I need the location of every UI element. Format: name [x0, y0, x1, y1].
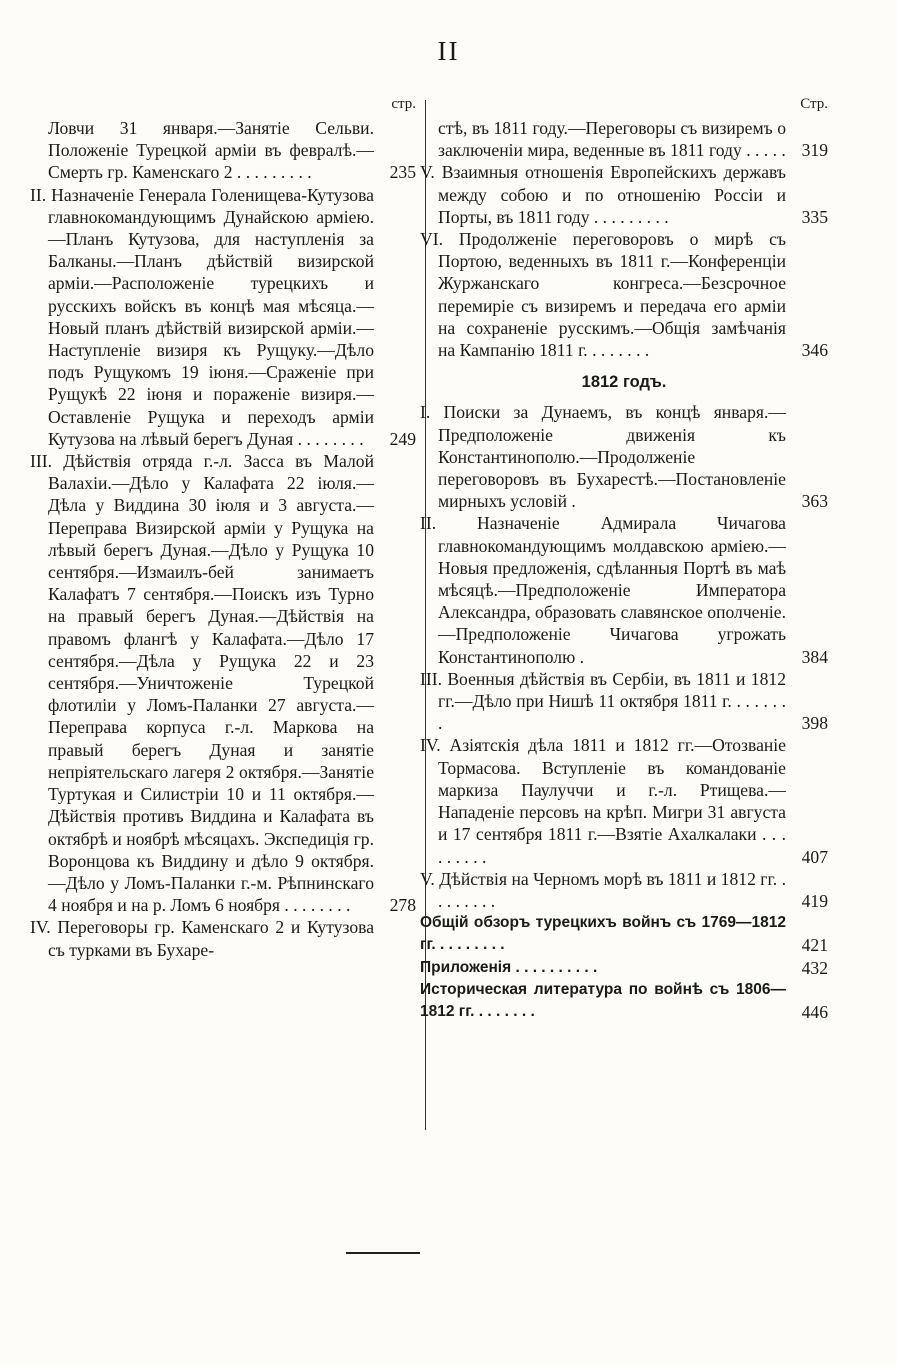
- page-column-label: стр.: [391, 96, 416, 112]
- right-column: [420, 95, 828, 1023]
- page-column-label: Стр.: [800, 96, 828, 112]
- left-entries: [30, 117, 416, 961]
- toc-entry-body: [420, 868, 828, 912]
- toc-entry-page: 363: [796, 490, 828, 512]
- closing-rule: [346, 1252, 420, 1254]
- toc-entry-title: IV. Азіятскія дѣла 1811 и 1812 гг.—Отозваніе Тормасова. Вступленіе въ командованіе маркиза Паулуччи и г.-л. Ртищева.—Нападеніе персовъ на крѣп. Мигри 31 августа и 17 сентября 1811 г.—Взятіе Ахалкалаки . . . . . . . . .: [420, 735, 786, 867]
- toc-entry-page: 384: [796, 646, 828, 668]
- page-number: II: [437, 36, 460, 66]
- toc-entry-title: Историческая литература по войнѣ съ 1806—1812 гг. . . . . . . .: [420, 980, 786, 1020]
- toc-entry-body: [420, 734, 828, 867]
- toc-entry-title: V. Взаимныя отношенія Европейскихъ державъ между собою и по отношенію Россіи и Порты, въ 1811 году . . . . . . . . .: [420, 162, 786, 227]
- toc-entry-title: VI. Продолженіе переговоровъ о мирѣ съ Портою, веденныхъ въ 1811 г.—Конференціи Журжанскаго конгреса.—Безсрочное перемиріе съ визиремъ и передача его арміи на сохраненіе русскимъ.—Общія замѣчанія на Кампанію 1811 г. . . . . . . .: [420, 229, 786, 361]
- toc-entry-title: стѣ, въ 1811 году.—Переговоры съ визиремъ о заключеніи мира, веденные въ 1811 году . . . . .: [438, 118, 786, 161]
- right-entries-1812: [420, 401, 828, 1023]
- toc-entry-body: [420, 117, 828, 161]
- toc-entry-body: [420, 979, 828, 1023]
- toc-entry: [420, 957, 828, 979]
- toc-entry-title: II. Назначеніе Адмирала Чичагова главнокомандующимъ молдавскою арміею.—Новыя предложенія, сдѣланныя Портѣ въ маѣ мѣсяцѣ.—Предположеніе Императора Александра, образовать славянское ополченіе.—Предположеніе Чичагова угрожать Константинополю .: [420, 513, 786, 667]
- toc-entry: [420, 979, 828, 1023]
- toc-entry-body: [30, 916, 416, 960]
- toc-entry-title: IV. Переговоры гр. Каменскаго 2 и Кутузова съ турками въ Бухаре-: [30, 917, 374, 960]
- toc-entry-title: I. Поиски за Дунаемъ, въ концѣ января.—Предположеніе движенія къ Константинополю.—Продолженіе переговоровъ въ Бухарестѣ.—Постановленіе мирныхъ условій .: [420, 402, 786, 512]
- toc-entry-page: 235: [384, 161, 416, 183]
- toc-entry-body: [420, 668, 828, 735]
- toc-entry: [30, 184, 416, 450]
- toc-entry-page: 398: [796, 712, 828, 734]
- toc-entry-title: V. Дѣйствія на Черномъ морѣ въ 1811 и 1812 гг. . . . . . . . .: [420, 868, 786, 911]
- toc-entry: [420, 512, 828, 667]
- toc-entry-page: 407: [796, 846, 828, 868]
- toc-entry-body: [30, 184, 416, 450]
- toc-entry-body: [420, 161, 828, 228]
- year-heading: 1812 годъ.: [581, 373, 667, 392]
- toc-entry-body: [420, 957, 828, 979]
- toc-entry-page: 419: [796, 890, 828, 912]
- toc-entry: [420, 228, 828, 361]
- toc-entry: [420, 668, 828, 735]
- toc-entry-title: II. Назначеніе Генерала Голенищева-Кутузова главнокомандующимъ Дунайскою арміею.—Планъ Кутузова, для наступленія за Балканы.—Планъ дѣйствій визирской арміи.—Расположеніе турецкихъ и русскихъ войскъ въ концѣ мая мѣсяца.—Новый планъ дѣйствій визирской арміи.—Наступленіе визиря къ Рущуку.—Дѣло подъ Рущукомъ 19 іюня.—Сраженіе при Рущукѣ 22 іюня и пораженіе визиря.—Оставленіе Рущука и переходъ арміи Кутузова на лѣвый берегъ Дуная . . . . . . . .: [30, 184, 374, 449]
- toc-entry-body: [420, 401, 828, 512]
- toc-entry-body: [420, 228, 828, 361]
- toc-entry: [420, 401, 828, 512]
- toc-entry-title: Приложенія . . . . . . . . . .: [420, 958, 598, 976]
- toc-entry: [420, 912, 828, 956]
- toc-entry: [420, 734, 828, 867]
- toc-entry-title: Ловчи 31 января.—Занятіе Сельви. Положеніе Турецкой арміи въ февралѣ.—Смерть гр. Каменскаго 2 . . . . . . . . .: [48, 118, 374, 183]
- toc-entry: [30, 117, 416, 184]
- toc-entry: [420, 161, 828, 228]
- left-column: [30, 95, 416, 961]
- toc-entry-page: 446: [796, 1001, 828, 1023]
- toc-entry-page: 335: [796, 206, 828, 228]
- toc-entry-page: 346: [796, 339, 828, 361]
- toc-entry-page: 432: [796, 957, 828, 979]
- toc-entry-page: 278: [384, 894, 416, 916]
- toc-entry-body: [30, 450, 416, 916]
- toc-entry: [420, 117, 828, 161]
- toc-entry: [30, 450, 416, 916]
- toc-entry-title: III. Военныя дѣйствія въ Сербіи, въ 1811 и 1812 гг.—Дѣло при Нишѣ 11 октября 1811 г. . . . . . . .: [420, 668, 786, 734]
- toc-entry-title: Общій обзоръ турецкихъ войнъ съ 1769—1812 гг. . . . . . . . .: [420, 914, 786, 954]
- toc-entry: [420, 868, 828, 912]
- toc-entry-page: 421: [796, 934, 828, 956]
- right-entries: [420, 117, 828, 361]
- toc-entry-title: III. Дѣйствія отряда г.-л. Засса въ Малой Валахіи.—Дѣло у Калафата 22 іюля.—Дѣла у Виддина 30 іюля и 3 августа.—Переправа Визирской арміи у Рущука на лѣвый берегъ Дуная.—Дѣло у Рущука 10 сентября.—Измаилъ-бей занимаетъ Калафатъ 7 сентября.—Поискъ изъ Турно на правый берегъ Дуная.—Дѣйствія на правомъ флангѣ у Калафата.—Дѣло 17 сентября.—Дѣла у Рущука 22 и 23 сентября.—Уничтоженіе Турецкой флотиліи у Ломъ-Паланки 27 августа.—Переправа корпуса г.-л. Маркова на правый берегъ Дуная и занятіе непріятельскаго лагеря 2 октября.—Занятіе Туртукая и Силистріи 10 и 11 октября.—Дѣйствія противъ Виддина и Калафата въ октябрѣ и ноябрѣ мѣсяцахъ. Экспедиція гр. Воронцова къ Виддину и дѣло 9 октября.—Дѣло у Ломъ-Паланки г.-м. Рѣпнинскаго 4 ноября и на р. Ломъ 6 ноября . . . . . . . .: [30, 451, 374, 916]
- toc-entry-body: [420, 512, 828, 667]
- toc-entry-body: [30, 117, 416, 184]
- toc-entry-page: 249: [384, 428, 416, 450]
- toc-entry-page: 319: [796, 139, 828, 161]
- toc-entry: [30, 916, 416, 960]
- toc-entry-body: [420, 912, 828, 956]
